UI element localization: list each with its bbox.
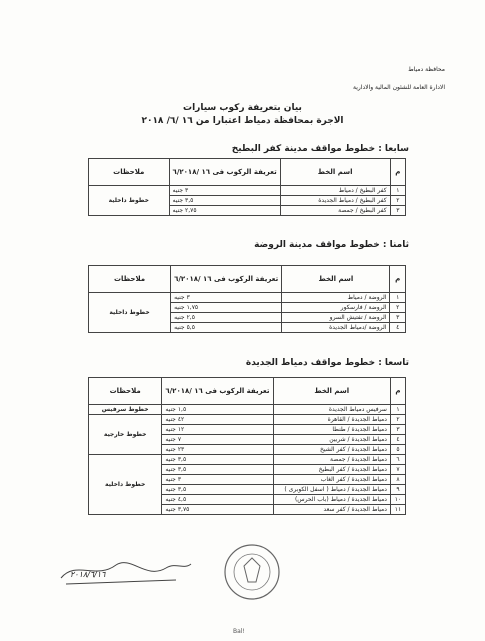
section-heading: ثامنا : خطوط مواقف مدينة الروضة: [254, 240, 409, 250]
column-header-line: اسم الخط: [282, 266, 390, 293]
fare-value: ٤,٥ جنيه: [162, 495, 273, 505]
fare-value: ٤٢ جنيه: [162, 415, 273, 425]
line-name: الروضة / فارسكور: [282, 303, 390, 313]
row-number: ١: [390, 405, 405, 415]
document-title: بيان بتعريفة ركوب سيارات: [183, 103, 302, 113]
notes-cell: خطوط سرفيس: [89, 405, 162, 415]
fare-value: ٣ جنيه: [162, 475, 273, 485]
table-row: [89, 455, 406, 465]
line-name: دمياط الجديدة / شربين: [273, 435, 390, 445]
line-name: دمياط الجديدة / القاهرة: [273, 415, 390, 425]
column-header-fare: تعريفة الركوب فى ١٦ /٦/٢٠١٨: [171, 266, 282, 293]
column-header-num: م: [390, 159, 405, 186]
row-number: ١: [390, 186, 405, 196]
line-name: كفر البطيخ / دمياط الجديدة: [280, 196, 390, 206]
line-name: دمياط الجديدة / طنطا: [273, 425, 390, 435]
column-header-line: اسم الخط: [273, 378, 390, 405]
line-name: دمياط الجديدة / دمياط ( اسفل الكوبرى ): [273, 485, 390, 495]
row-number: ٦: [390, 455, 405, 465]
fare-value: ١,٧٥ جنيه: [171, 303, 282, 313]
notes-cell: خطوط خارجية: [89, 415, 162, 455]
fare-value: ٣,٥ جنيه: [162, 455, 273, 465]
column-header-notes: ملاحظات: [89, 159, 170, 186]
column-header-notes: ملاحظات: [89, 378, 162, 405]
column-header-notes: ملاحظات: [89, 266, 171, 293]
row-number: ٤: [390, 435, 405, 445]
notes-cell: خطوط داخلية: [89, 293, 171, 333]
fare-table: [88, 158, 406, 216]
fare-value: ١,٥ جنيه: [162, 405, 273, 415]
line-name: دمياط الجديدة / كفر الغاب: [273, 475, 390, 485]
row-number: ١١: [390, 505, 405, 515]
row-number: ٢: [390, 303, 406, 313]
table-row: [89, 415, 406, 425]
header-governorate: محافظة دمياط: [408, 66, 445, 73]
fare-value: ٣ جنيه: [171, 293, 282, 303]
fare-value: ٢,٥ جنيه: [171, 313, 282, 323]
line-name: دمياط الجديدة / كفر الشيخ: [273, 445, 390, 455]
line-name: الروضة / تفتيش السرو: [282, 313, 390, 323]
row-number: ١٠: [390, 495, 405, 505]
fare-value: ٥,٥ جنيه: [171, 323, 282, 333]
fare-value: ٢,٧٥ جنيه: [169, 206, 280, 216]
line-name: دمياط الجديدة / جمصة: [273, 455, 390, 465]
column-header-num: م: [390, 266, 406, 293]
table-row: [89, 293, 406, 303]
row-number: ٤: [390, 323, 406, 333]
fare-value: ٢٣ جنيه: [162, 445, 273, 455]
fare-value: ٣,٥ جنيه: [162, 465, 273, 475]
row-number: ١: [390, 293, 406, 303]
signature-date: ٢٠١٨/٦/١٦: [70, 570, 106, 579]
header-department: الادارة العامة للشئون المالية والادارية: [353, 84, 445, 91]
section-heading: تاسعا : خطوط مواقف دمياط الجديدة: [245, 358, 409, 368]
line-name: كفر البطيخ / دمياط: [280, 186, 390, 196]
column-header-line: اسم الخط: [280, 159, 390, 186]
fare-value: ١٢ جنيه: [162, 425, 273, 435]
column-header-num: م: [390, 378, 405, 405]
section-heading: سابعا : خطوط مواقف مدينة كفر البطيخ: [231, 144, 409, 154]
fare-value: ٣,٥ جنيه: [169, 196, 280, 206]
column-header-fare: تعريفة الركوب فى ١٦ /٦/٢٠١٨: [162, 378, 273, 405]
line-name: دمياط الجديدة / كفر البطيخ: [273, 465, 390, 475]
fare-value: ٧ جنيه: [162, 435, 273, 445]
fare-value: ٣,٥ جنيه: [162, 485, 273, 495]
line-name: كفر البطيخ / جمصة: [280, 206, 390, 216]
fare-table: [88, 377, 406, 515]
line-name: الروضة /دمياط الجديدة: [282, 323, 390, 333]
line-name: دمياط الجديدة / كفر سعد: [273, 505, 390, 515]
notes-cell: خطوط داخلية: [89, 186, 170, 216]
table-row: [89, 405, 406, 415]
row-number: ٥: [390, 445, 405, 455]
table-row: [89, 186, 406, 196]
official-seal: [222, 542, 282, 602]
line-name: دمياط الجديدة / دمياط (باب الحرس): [273, 495, 390, 505]
row-number: ٣: [390, 206, 405, 216]
fare-table: [88, 265, 406, 333]
row-number: ٩: [390, 485, 405, 495]
row-number: ٢: [390, 196, 405, 206]
row-number: ٢: [390, 415, 405, 425]
row-number: ٧: [390, 465, 405, 475]
row-number: ٣: [390, 313, 406, 323]
document-subtitle: الاجرة بمحافظة دمياط اعتبارا من ١٦ /٦/ ٢٠١٨: [141, 116, 344, 126]
line-name: سرفيس دمياط الجديدة: [273, 405, 390, 415]
row-number: ٣: [390, 425, 405, 435]
fare-value: ٣ جنيه: [169, 186, 280, 196]
line-name: الروضة / دمياط: [282, 293, 390, 303]
page-marker: Bal!: [233, 628, 245, 635]
column-header-fare: تعريفة الركوب فى ١٦ /٦/٢٠١٨: [169, 159, 280, 186]
notes-cell: خطوط داخلية: [89, 455, 162, 515]
row-number: ٨: [390, 475, 405, 485]
fare-value: ٣,٧٥ جنيه: [162, 505, 273, 515]
